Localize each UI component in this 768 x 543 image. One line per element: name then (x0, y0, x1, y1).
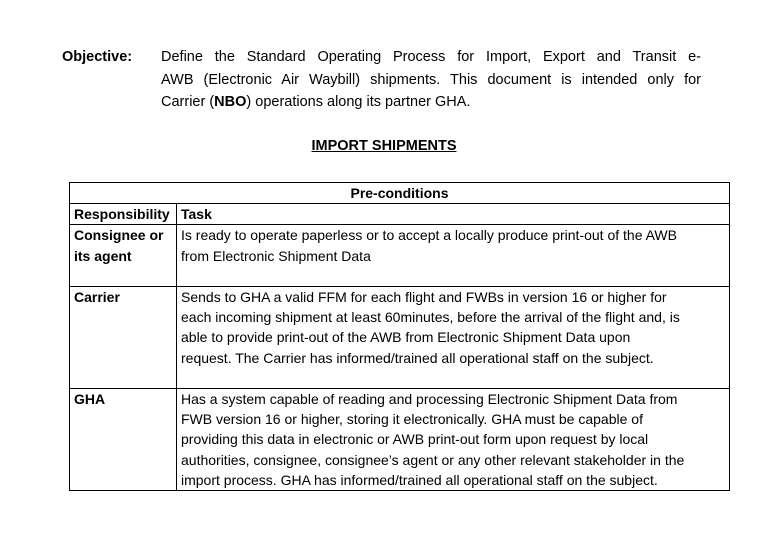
table-title: Pre-conditions (70, 183, 730, 204)
table-row (70, 287, 730, 389)
objective-label: Objective: (62, 49, 133, 65)
objective-line-1: Define the Standard Operating Process for Import, Export and Transit e- (161, 49, 701, 65)
objective-line-3: Carrier (NBO) operations along its partner GHA. (161, 94, 471, 110)
objective-text (161, 46, 701, 114)
responsibility-cell: GHA (70, 389, 177, 491)
carrier-code: NBO (214, 94, 247, 110)
table-row (70, 389, 730, 491)
task-cell: Has a system capable of reading and processing Electronic Shipment Data from FWB version 16 or higher, storing it electronically. GHA must be capable of providing this data in electronic or AWB print-out form upon request by local authorities, consignee, consignee’s agent or any other relevant stakeholder in the import process. GHA has informed/trained all operational staff on the subject. (177, 389, 730, 491)
header-responsibility: Responsibility (70, 204, 177, 225)
responsibility-cell: Consignee or its agent (70, 225, 177, 287)
section-title: IMPORT SHIPMENTS (311, 138, 457, 154)
header-task: Task (177, 204, 730, 225)
preconditions-table (69, 182, 730, 491)
task-cell: Sends to GHA a valid FFM for each flight and FWBs in version 16 or higher for each incoming shipment at least 60minutes, before the arrival of the flight and, is able to provide print-out of the AWB from Electronic Shipment Data upon request. The Carrier has informed/trained all operational staff on the subject. (177, 287, 730, 389)
task-cell: Is ready to operate paperless or to accept a locally produce print-out of the AWB from Electronic Shipment Data (177, 225, 730, 287)
table-row (70, 225, 730, 287)
objective-line-2: AWB (Electronic Air Waybill) shipments. This document is intended only for (161, 71, 701, 88)
responsibility-cell: Carrier (70, 287, 177, 389)
